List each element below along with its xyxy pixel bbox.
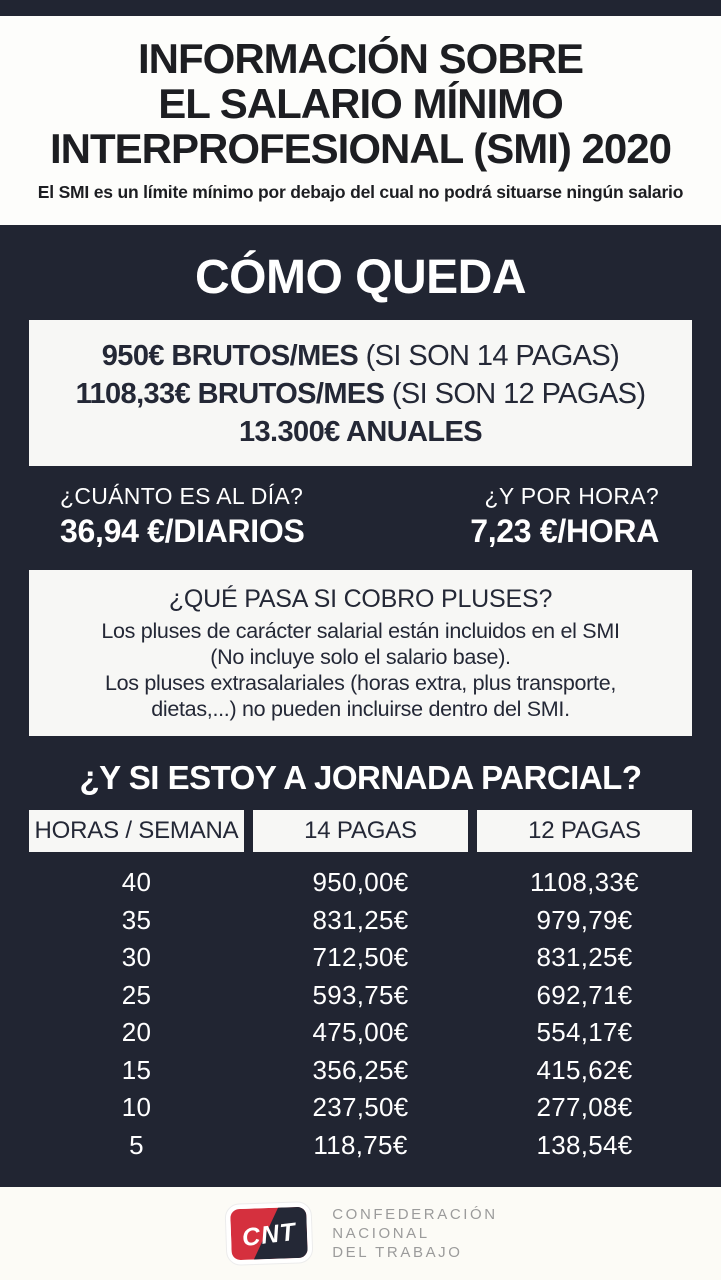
cell-hours: 20	[121, 1017, 152, 1048]
page-subtitle: El SMI es un límite mínimo por debajo del cual no podrá situarse ningún salario	[37, 182, 684, 202]
salary-note-14: (SI SON 14 PAGAS)	[358, 340, 620, 372]
table-row	[29, 1014, 692, 1052]
como-queda-heading: CÓMO QUEDA	[195, 251, 526, 304]
pluses-box	[29, 570, 692, 736]
salary-summary-box	[29, 320, 692, 466]
title-line-2: EL SALARIO MÍNIMO	[158, 80, 563, 127]
salary-table-body	[29, 864, 692, 1164]
cell-12-pagas: 138,54€	[536, 1129, 633, 1160]
salary-amount-14: 950€ BRUTOS/MES	[101, 340, 359, 372]
cell-hours: 30	[121, 942, 152, 973]
daily-rate-question: ¿CUÁNTO ES AL DÍA?	[60, 483, 304, 509]
daily-rate-block	[60, 483, 305, 550]
pluses-line-1: Los pluses de carácter salarial están incluidos en el SMI	[101, 619, 620, 643]
cell-14-pagas: 237,50€	[312, 1092, 409, 1123]
table-row	[29, 864, 692, 902]
cell-14-pagas: 475,00€	[312, 1017, 409, 1048]
cell-12-pagas: 554,17€	[536, 1017, 633, 1048]
rates-row	[60, 483, 659, 550]
pluses-heading: ¿QUÉ PASA SI COBRO PLUSES?	[168, 585, 553, 613]
cell-14-pagas: 593,75€	[312, 979, 409, 1010]
table-row	[29, 1089, 692, 1127]
cell-12-pagas: 415,62€	[536, 1054, 633, 1085]
cnt-logo	[223, 1199, 497, 1269]
column-header-12-pagas: 12 PAGAS	[477, 810, 692, 852]
title-line-1: INFORMACIÓN SOBRE	[138, 35, 583, 82]
cell-hours: 35	[121, 904, 152, 935]
salary-line-12-pagas	[33, 375, 688, 413]
page-title	[0, 36, 721, 171]
org-name	[332, 1205, 497, 1262]
cell-12-pagas: 1108,33€	[530, 867, 639, 898]
cell-hours: 25	[121, 979, 152, 1010]
pluses-line-3: Los pluses extrasalariales (horas extra, plus transporte,	[104, 671, 617, 695]
cell-hours: 10	[121, 1092, 152, 1123]
cell-12-pagas: 277,08€	[536, 1092, 633, 1123]
cnt-logo-badge-icon	[223, 1199, 315, 1269]
cell-hours: 5	[129, 1129, 144, 1160]
hourly-rate-question: ¿Y POR HORA?	[484, 483, 659, 509]
header	[0, 16, 721, 225]
jornada-parcial-heading: ¿Y SI ESTOY A JORNADA PARCIAL?	[79, 759, 642, 796]
column-header-horas-semana: HORAS / SEMANA	[29, 810, 244, 852]
salary-note-12: (SI SON 12 PAGAS)	[384, 378, 646, 410]
salary-line-14-pagas	[33, 337, 688, 375]
table-row	[29, 1052, 692, 1090]
table-row	[29, 977, 692, 1015]
cell-12-pagas: 692,71€	[536, 979, 633, 1010]
hourly-rate-block	[470, 483, 659, 550]
table-header-row	[29, 810, 692, 852]
cell-14-pagas: 950,00€	[312, 867, 409, 898]
salary-line-annual	[33, 413, 688, 451]
cell-hours: 40	[121, 867, 152, 898]
pluses-line-2: (No incluye solo el salario base).	[210, 645, 511, 669]
cell-14-pagas: 118,75€	[313, 1129, 408, 1160]
column-header-14-pagas: 14 PAGAS	[253, 810, 468, 852]
org-name-line-3: DEL TRABAJO	[332, 1244, 463, 1261]
hourly-rate-value: 7,23 €/HORA	[470, 513, 659, 549]
cell-12-pagas: 831,25€	[536, 942, 633, 973]
cell-hours: 15	[121, 1054, 152, 1085]
org-name-line-2: NACIONAL	[332, 1225, 430, 1242]
table-row	[29, 902, 692, 940]
pluses-line-4: dietas,...) no pueden incluirse dentro del SMI.	[151, 697, 570, 721]
cell-12-pagas: 979,79€	[536, 904, 633, 935]
salary-amount-12: 1108,33€ BRUTOS/MES	[75, 378, 385, 410]
footer	[0, 1187, 721, 1280]
salary-amount-annual: 13.300€ ANUALES	[239, 416, 482, 448]
main-section	[0, 225, 721, 1187]
cell-14-pagas: 831,25€	[312, 904, 409, 935]
org-name-line-1: CONFEDERACIÓN	[332, 1206, 498, 1223]
table-row	[29, 1127, 692, 1165]
cell-14-pagas: 356,25€	[312, 1054, 409, 1085]
badge-cnt-text: CNT	[240, 1217, 299, 1252]
table-row	[29, 939, 692, 977]
daily-rate-value: 36,94 €/DIARIOS	[60, 513, 305, 549]
title-line-3: INTERPROFESIONAL (SMI) 2020	[49, 125, 671, 172]
cell-14-pagas: 712,50€	[312, 942, 409, 973]
